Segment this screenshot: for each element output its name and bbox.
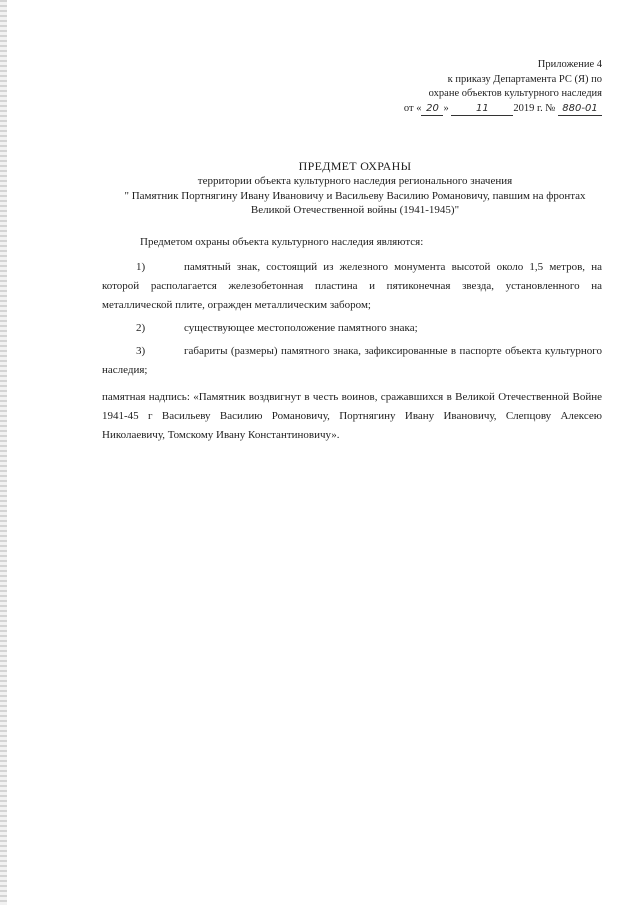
- annex-order-ref: к приказу Департамента РС (Я) по: [447, 73, 602, 85]
- date-year: 2019 г. №: [513, 102, 556, 114]
- list-item: [102, 319, 602, 338]
- date-month: 11: [451, 103, 513, 116]
- item-number: 2): [136, 322, 146, 334]
- list-item: [102, 258, 602, 315]
- intro-paragraph: Предметом охраны объекта культурного наследия являются:: [140, 236, 424, 248]
- annex-department: охране объектов культурного наследия: [428, 88, 602, 99]
- annex-number: Приложение 4: [537, 59, 602, 70]
- item-number: 1): [136, 261, 146, 273]
- subtitle-line-3: Великой Отечественной войны (1941-1945)": [250, 204, 460, 216]
- inscription-paragraph: памятная надпись: «Памятник воздвигнут в честь воинов, сражавшихся в Великой Отечественной Войне 1941-45 г Васильеву Василию Романовичу, Портнягину Ивану Ивановичу, Слепцову Алексею Николаевичу, Томскому Ивану Константиновичу».: [102, 391, 602, 441]
- annex-header: [404, 58, 602, 116]
- item-text: памятный знак, состоящий из железного монумента высотой около 1,5 метров, на которой располагается железобетонная пластина и пятиконечная звезда, установленного на металлической плите, огражден металлическим забором;: [102, 261, 602, 311]
- subtitle-line-2: " Памятник Портнягину Ивану Ивановичу и Васильеву Василию Романовичу, павшим на фронтах: [124, 189, 586, 202]
- date-quote-close: »: [443, 102, 449, 114]
- list-item: [102, 342, 602, 380]
- document-body: [102, 233, 602, 445]
- item-number: 3): [136, 345, 146, 357]
- subtitle-line-1: территории объекта культурного наследия регионального значения: [197, 175, 513, 187]
- scan-edge: [0, 0, 7, 905]
- annex-date-line: [404, 102, 602, 117]
- title-block: [90, 158, 620, 218]
- item-text: габариты (размеры) памятного знака, зафиксированные в паспорте объекта культурного наследия;: [102, 345, 602, 376]
- order-number: 880-01: [558, 103, 602, 116]
- date-prefix: от «: [403, 102, 422, 114]
- item-text: существующее местоположение памятного знака;: [184, 322, 418, 334]
- date-day: 20: [421, 103, 443, 116]
- document-title: ПРЕДМЕТ ОХРАНЫ: [298, 159, 412, 173]
